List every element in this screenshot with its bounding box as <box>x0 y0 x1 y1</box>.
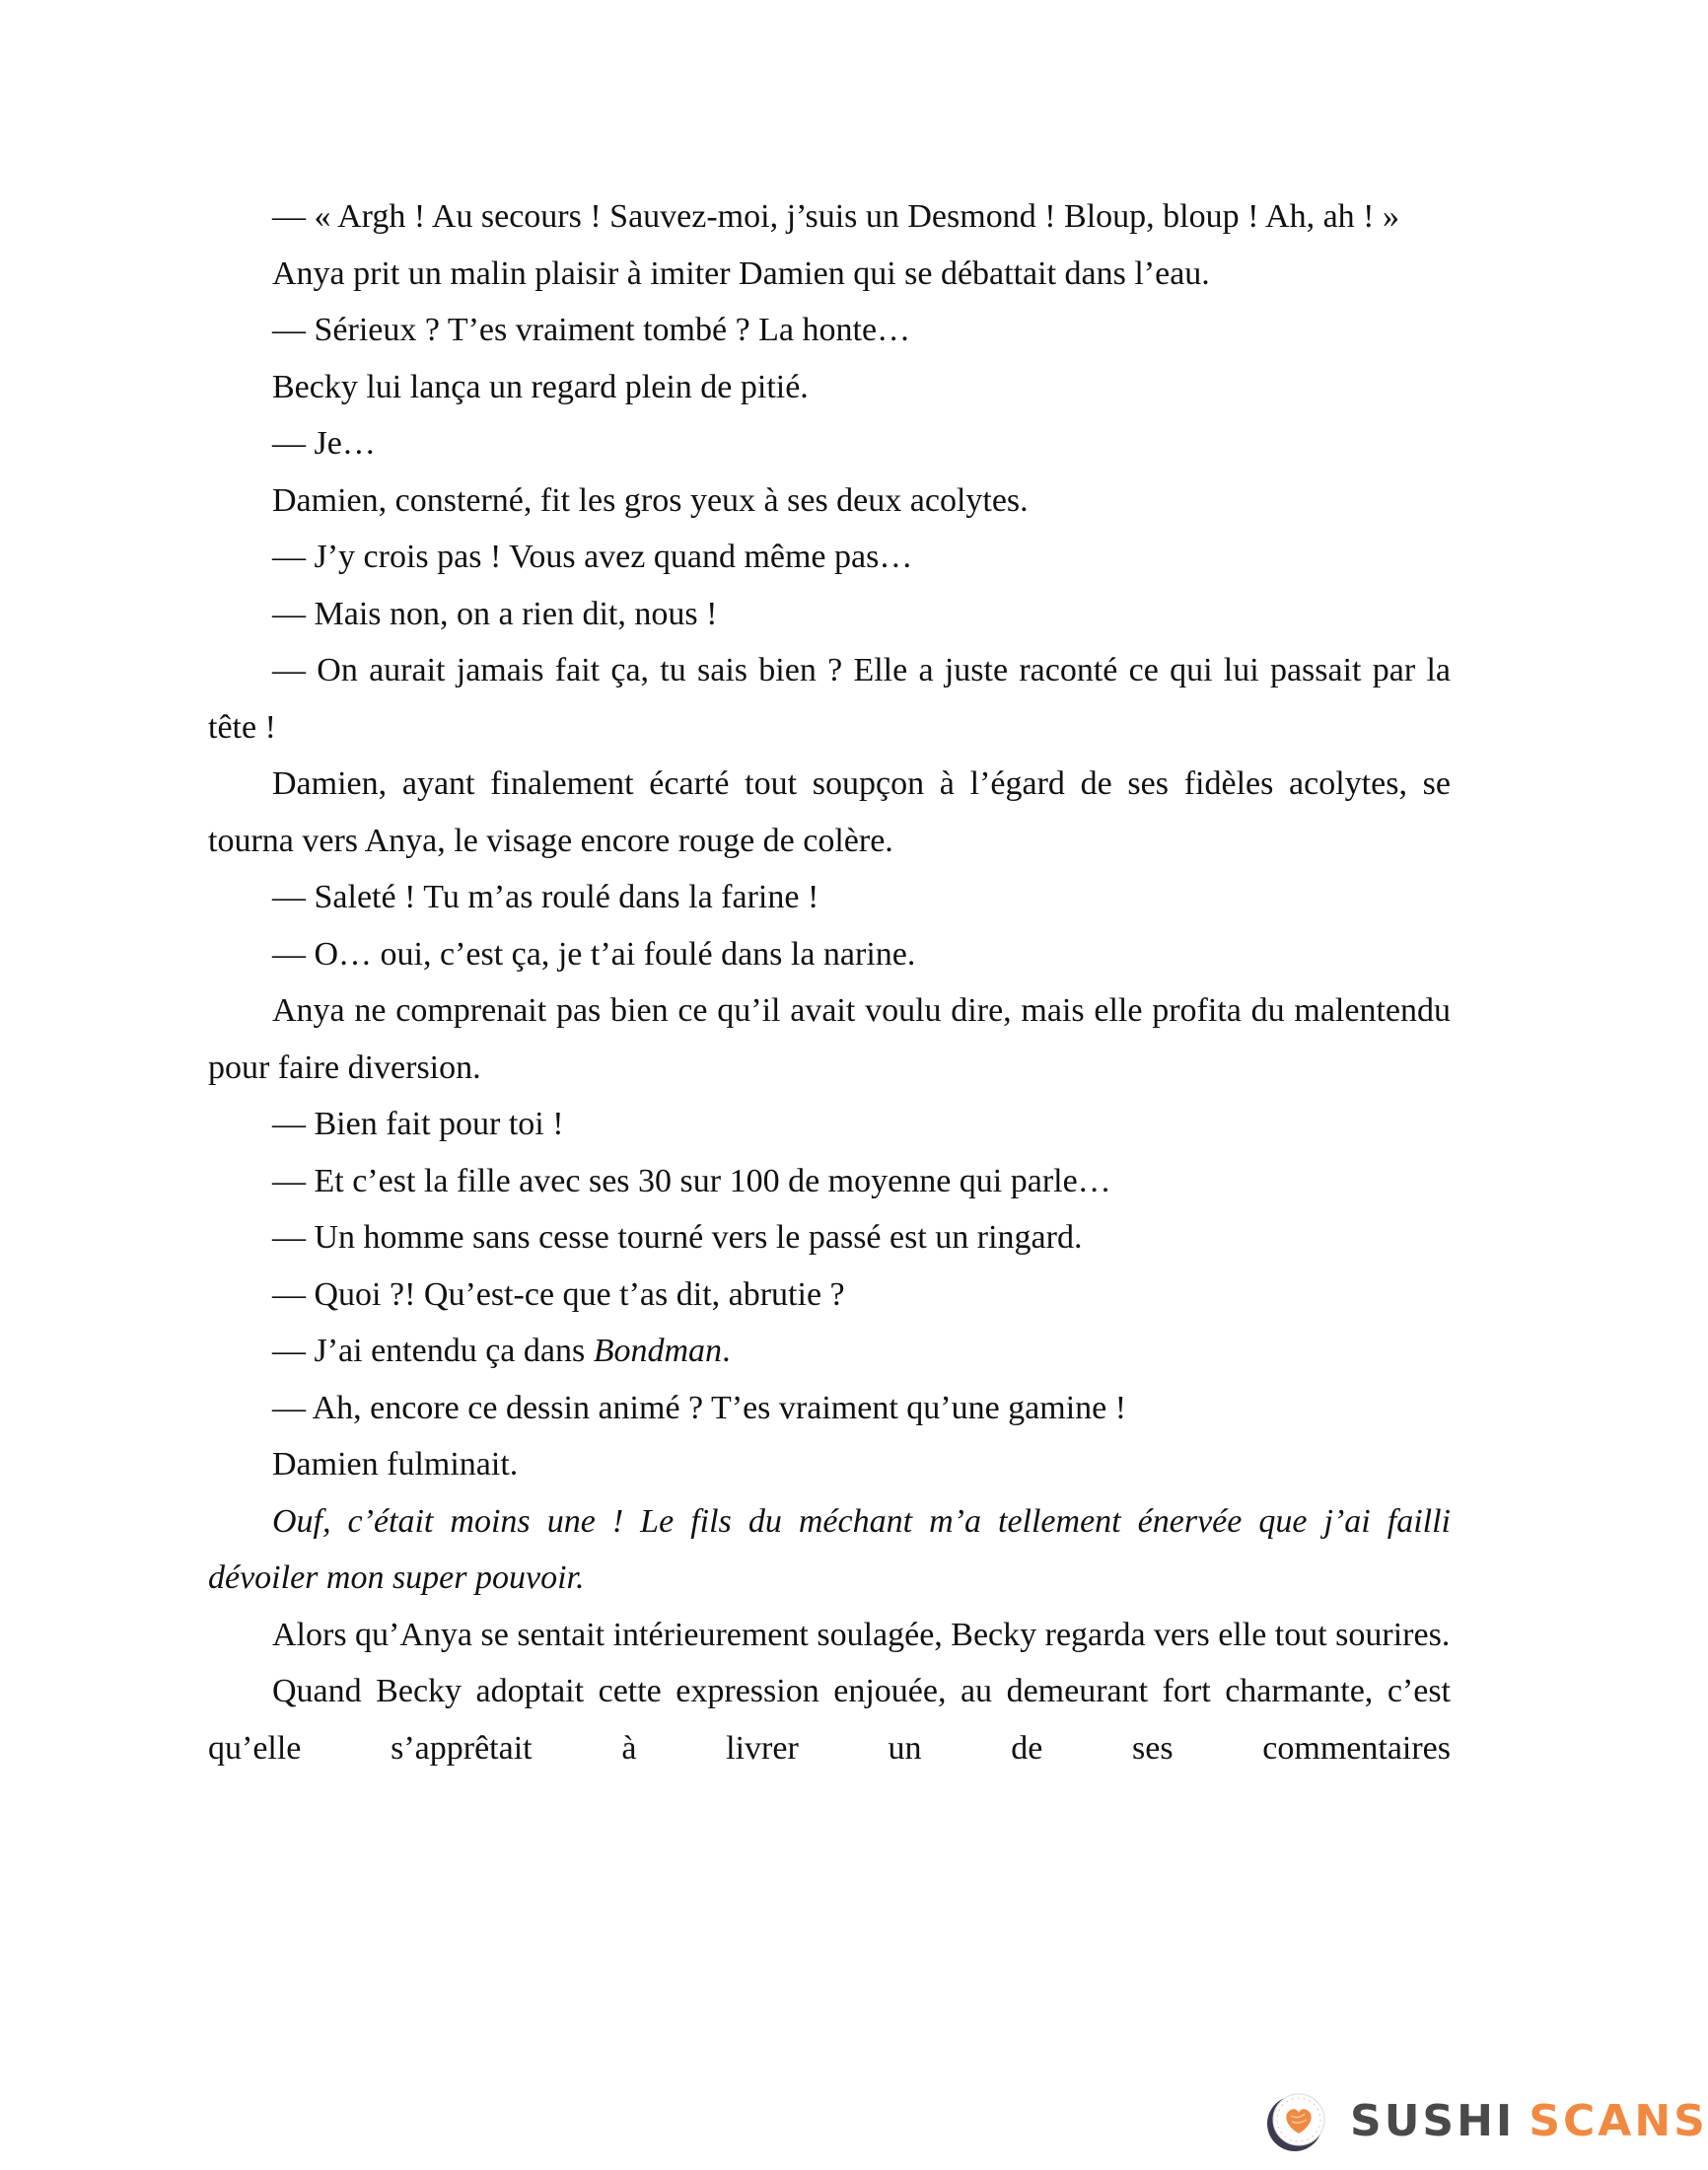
paragraph: — Et c’est la fille avec ses 30 sur 100 de moyenne qui parle… <box>272 1162 1111 1199</box>
paragraph: Becky lui lança un regard plein de pitié. <box>272 368 809 405</box>
paragraph: — Saleté ! Tu m’as roulé dans la farine ! <box>272 879 819 915</box>
sushi-heart-logo-icon <box>1265 2090 1328 2153</box>
paragraph: Damien, ayant finalement écarté tout soupçon à l’égard de ses fidèles acolytes, se tourna vers Anya, le visage encore rouge de colère. <box>208 765 1451 859</box>
paragraph-text: — J’ai entendu ça dans <box>272 1333 594 1369</box>
paragraph: — Je… <box>272 425 376 462</box>
watermark-word-scans: SCANS <box>1529 2096 1708 2146</box>
paragraph: — Mais non, on a rien dit, nous ! <box>272 595 718 632</box>
paragraph: Damien fulminait. <box>272 1446 519 1483</box>
watermark-word-sushi: SUSHI <box>1350 2096 1516 2146</box>
paragraph: — Ah, encore ce dessin animé ? T’es vraiment qu’une gamine ! <box>272 1389 1127 1426</box>
paragraph: Damien, consterné, fit les gros yeux à ses deux acolytes. <box>272 481 1029 519</box>
book-page-text <box>208 188 1451 1776</box>
paragraph: Alors qu’Anya se sentait intérieurement soulagée, Becky regarda vers elle tout sourires. <box>272 1616 1451 1653</box>
paragraph: — Bien fait pour toi ! <box>272 1106 564 1142</box>
watermark <box>1265 2090 1708 2153</box>
paragraph-text: . <box>722 1333 731 1369</box>
title-bondman: Bondman <box>593 1333 723 1369</box>
paragraph: Anya prit un malin plaisir à imiter Damien qui se débattait dans l’eau. <box>272 254 1210 292</box>
paragraph: — Quoi ?! Qu’est-ce que t’as dit, abrutie ? <box>272 1275 845 1313</box>
paragraph <box>208 1323 1451 1380</box>
paragraph: — Sérieux ? T’es vraiment tombé ? La honte… <box>272 312 911 348</box>
paragraph: — On aurait jamais fait ça, tu sais bien ? Elle a juste raconté ce qui lui passait par la tête ! <box>208 652 1451 746</box>
paragraph: — « Argh ! Au secours ! Sauvez-moi, j’suis un Desmond ! Bloup, bloup ! Ah, ah ! » <box>272 198 1400 235</box>
watermark-text <box>1350 2096 1708 2146</box>
paragraph: — O… oui, c’est ça, je t’ai foulé dans la narine. <box>272 935 916 973</box>
paragraph: Anya ne comprenait pas bien ce qu’il avait voulu dire, mais elle profita du malentendu pour faire diversion. <box>208 992 1451 1086</box>
paragraph: — J’y crois pas ! Vous avez quand même pas… <box>272 539 913 575</box>
inner-thought-paragraph: Ouf, c’était moins une ! Le fils du méchant m’a tellement énervée que j’ai failli dévoiler mon super pouvoir. <box>208 1502 1451 1596</box>
paragraph: — Un homme sans cesse tourné vers le passé est un ringard. <box>272 1219 1083 1256</box>
paragraph: Quand Becky adoptait cette expression enjouée, au demeurant fort charmante, c’est qu’elle s’apprêtait à livrer un de ses commentaires <box>208 1673 1451 1767</box>
